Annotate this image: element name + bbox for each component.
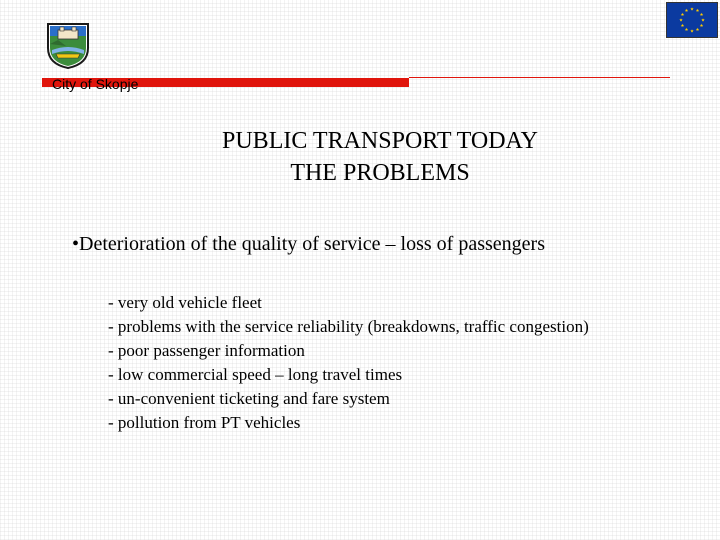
title-line-1: PUBLIC TRANSPORT TODAY <box>222 128 538 154</box>
main-bullet-point: •Deterioration of the quality of service – loss of passengers <box>72 233 545 255</box>
eu-flag-icon <box>666 2 718 38</box>
title-line-2: THE PROBLEMS <box>290 160 470 186</box>
city-label: City of Skopje <box>52 76 139 92</box>
list-item: - problems with the service reliability (breakdowns, traffic congestion) <box>108 317 589 336</box>
sub-points-list <box>108 291 589 435</box>
slide-title <box>0 125 720 189</box>
list-item: - low commercial speed – long travel times <box>108 365 403 384</box>
list-item: - un-convenient ticketing and fare system <box>108 389 390 408</box>
header-accent-line <box>409 77 670 78</box>
list-item: - poor passenger information <box>108 341 305 360</box>
skopje-coat-of-arms-icon <box>44 20 92 70</box>
list-item: - very old vehicle fleet <box>108 293 262 312</box>
list-item: - pollution from PT vehicles <box>108 413 301 432</box>
